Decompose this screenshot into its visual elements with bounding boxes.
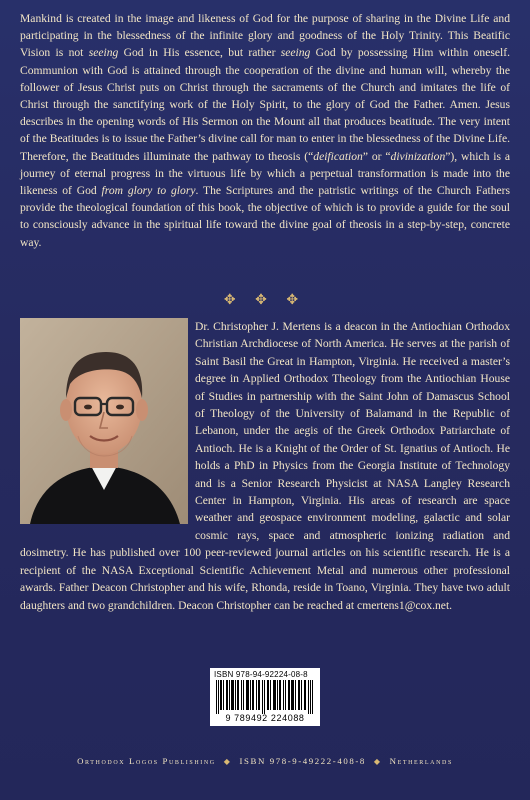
description-emphasis: from glory to glory	[101, 184, 196, 198]
description-text: God in His essence, but rather	[118, 46, 281, 60]
description-text: God by possessing Him within oneself. Communion with God is attained through the cooperation of the divine and human will, whereby the follower of Jesus Christ puts on Christ through the sacraments of the Church and imitates the life of Christ through the sanctifying work of the Holy Spirit, to the glory of God the Father. Amen. Jesus describes in the opening words of His Sermon on the Mount all that produces beatitude. The very intent of the Beatitudes is to issue the Father’s divine call for man to enter in the blessedness of the Divine Life. Therefore, the Beatitudes illuminate the pathway to theosis (“	[20, 46, 510, 163]
description-emphasis: seeing	[88, 46, 119, 60]
barcode-bars-icon	[216, 680, 314, 714]
description-text: ”), which is a journey of eternal progress in the virtuous life by which a perpetual transformation is made into the likeness of God	[20, 149, 510, 198]
author-photo	[20, 318, 188, 524]
diamond-separator-icon: ◆	[373, 757, 382, 766]
diamond-separator-icon: ◆	[223, 757, 232, 766]
cross-ornament-divider: ✥ ✥ ✥	[223, 293, 307, 308]
description-emphasis: seeing	[280, 46, 311, 60]
description-text: . The Scriptures and the patristic writings of the Church Fathers provide the theological foundation of this book, the objective of which is to provide a guide for the soul to consciously advance in the spiritual life toward the divine goal of theosis in a step-by-step, concrete way.	[20, 184, 511, 249]
description-text: ” or “	[362, 149, 391, 163]
footer-isbn: ISBN 978-9-49222-408-8	[239, 756, 366, 766]
description-text: Mankind is created in the image and likeness of God for the purpose of sharing in the Divine Life and participating in the blessedness of the infinite glory and goodness of the Holy Trinity. This Beatific Vision is not	[20, 12, 510, 60]
author-bio-text: Dr. Christopher J. Mertens is a deacon in the Antiochian Orthodox Christian Archdiocese of North America. He serves at the parish of Saint Basil the Great in Hampton, Virginia. He received a master’s degree in Applied Orthodox Theology from the Antiochian House of Studies in partnership with the Saint John of Damascus School of Theology of the University of Balamand in the Republic of Lebanon, under the aegis of the Greek Orthodox Patriarchate of Antioch. He is a Knight of the Order of St. Ignatius of Antioch. He holds a PhD in Physics from the Georgia Institute of Technology and is a Senior Research Physicist at NASA Langley Research Center in Hampton, Virginia. His areas of research are space weather and geospace environment modeling, galactic and solar cosmic rays, space and atmospheric ionizing radiation and dosimetry. He has published over 100 peer-reviewed journal articles on his scientific research. He is a recipient of the NASA Exceptional Scientific Achievement Metal and numerous other professional awards. Father Deacon Christopher and his wife, Rhonda, reside in Toano, Virginia. They have two adult daughters and two grandchildren. Deacon Christopher can be reached at cmertens1@cox.net.	[20, 320, 510, 612]
cover-footer	[0, 756, 530, 766]
publisher-name: Orthodox Logos Publishing	[77, 756, 216, 766]
publisher-country: Netherlands	[389, 756, 453, 766]
description-emphasis: divinization	[390, 149, 446, 163]
barcode-digits: 9 789492 224088	[225, 713, 305, 723]
author-portrait-image	[20, 318, 188, 524]
isbn-barcode	[210, 668, 320, 726]
description-emphasis: deification	[313, 149, 363, 163]
book-description	[20, 10, 510, 251]
barcode-isbn-label: ISBN 978-94-92224-08-8	[214, 670, 308, 679]
